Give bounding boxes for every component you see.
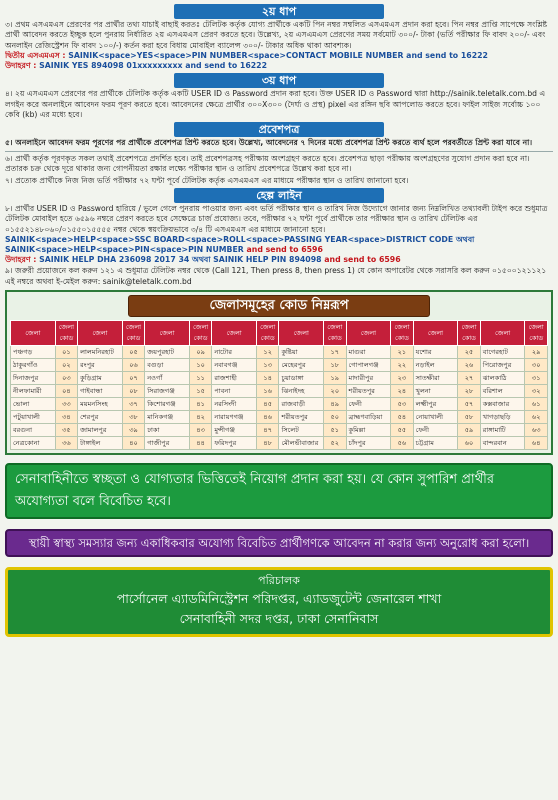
district-name: মেহেরপুর <box>279 359 324 372</box>
district-codes <box>5 290 553 455</box>
district-code: ০৫ <box>122 346 144 359</box>
district-name: কিশোরগঞ্জ <box>145 398 190 411</box>
helpline-header: হেল্প লাইন <box>174 188 384 203</box>
district-code: ৩৩ <box>55 398 77 411</box>
district-name: ফরিদপুর <box>212 437 257 450</box>
district-code: ০১ <box>55 346 77 359</box>
help-send-to: and send to 6596 <box>246 245 323 255</box>
help-example-text: SAINIK HELP DHA 236098 2017 34 অথবা SAINIK HELP PIN 894098 <box>36 255 325 265</box>
district-code: ৪১ <box>189 398 211 411</box>
paragraph-4: ৪। ২য় এসএমএস প্রেরণের পর প্রার্থীকে টেলিটক কর্তৃক একটি USER ID ও Password প্রদান করা হবে। উক্ত USER ID ও Password দ্বারা http://sainik.teletalk.com.bd এ লগইন করে অনলাইনে আবেদন ফরম পূরণ করতে হবে। আবেদনের ক্ষেত্রে প্রার্থীর ৩০০X৩০০ (দৈর্ঘ্য ও প্রস্থ) pixel এর রঙ্গিন ছবি আপলোড করতে হবে। ফাইল সাইজ সর্বোচ্চ ১০০ কেবি (kb) এর মধ্যে হবে। <box>5 89 546 120</box>
district-code: ১২ <box>256 346 278 359</box>
district-name: চুয়াডাঙ্গা <box>279 372 324 385</box>
district-name: বরগুনা <box>11 424 56 437</box>
district-code: ১৬ <box>256 385 278 398</box>
table-row <box>11 385 548 398</box>
district-code: ৩২ <box>525 385 548 398</box>
district-code: ০৪ <box>55 385 77 398</box>
col-header-code: জেলা কোড <box>525 321 548 346</box>
second-sms-example <box>5 61 553 71</box>
district-code: ৪৯ <box>324 398 346 411</box>
district-code: ২১ <box>391 346 413 359</box>
district-code: ০৬ <box>122 359 144 372</box>
district-code: ২২ <box>391 359 413 372</box>
district-code: ৬১ <box>525 398 548 411</box>
district-code: ২০ <box>324 385 346 398</box>
col-header-district: জেলা <box>480 321 525 346</box>
district-name: চাঁদপুর <box>346 437 391 450</box>
district-code: ২৫ <box>458 346 480 359</box>
district-name: রংপুর <box>78 359 123 372</box>
district-code: ০৩ <box>55 372 77 385</box>
district-name: শেরপুর <box>78 411 123 424</box>
district-name: নাটোর <box>212 346 257 359</box>
district-code: ৫২ <box>324 437 346 450</box>
district-code: ৩৫ <box>55 424 77 437</box>
district-name: জামালপুর <box>78 424 123 437</box>
district-code: ০৯ <box>189 346 211 359</box>
help-format-1: SAINIK<space>HELP<space>SSC BOARD<space>ROLL<space>PASSING YEAR<space>DISTRICT CODE অথবা <box>5 235 475 245</box>
col-header-district: জেলা <box>413 321 458 346</box>
district-name: কুমিল্লা <box>346 424 391 437</box>
district-code: ৪০ <box>122 437 144 450</box>
district-name: শরীয়তপুর <box>346 385 391 398</box>
district-code: ৪৩ <box>189 424 211 437</box>
district-name: যশোর <box>413 346 458 359</box>
col-header-district: জেলা <box>346 321 391 346</box>
second-sms-format <box>5 51 553 61</box>
district-code: ৫৯ <box>458 424 480 437</box>
district-name: কক্সবাজার <box>480 398 525 411</box>
district-code: ২৬ <box>458 359 480 372</box>
col-header-district: জেলা <box>11 321 56 346</box>
district-code: ৫০ <box>324 411 346 424</box>
district-name: গাজীপুর <box>145 437 190 450</box>
district-name: ফেনী <box>346 398 391 411</box>
help-example-label: উদাহরণ : <box>5 255 37 265</box>
district-name: সিরাজগঞ্জ <box>145 385 190 398</box>
table-row <box>11 437 548 450</box>
codes-title: জেলাসমূহের কোড নিম্নরূপ <box>128 295 430 317</box>
district-code: ১৪ <box>256 372 278 385</box>
district-name: রাঙ্গামাটি <box>480 424 525 437</box>
col-header-code: জেলা কোড <box>122 321 144 346</box>
paragraph-3: ৩। প্রথম এসএমএস প্রেরণের পর প্রার্থীর তথ্য যাচাই বাছাই করতঃ টেলিটক কর্তৃক যোগ্য প্রার্থীকে একটি পিন নম্বর সম্বলিত এসএমএস প্রদান করা হবে। পিন নম্বর প্রাপ্তি সাপেক্ষে সংশ্লিষ্ট প্রার্থী আবেদন করতে ইচ্ছুক হলে পুনরায় নির্ধারিত ২য় এসএমএস প্রেরণ করতে হবে। উল্লেখ্য, ২য় এসএমএস প্রেরণের সময় সর্বমোট ৩০০/- টাকা (ভর্তি পরীক্ষার ফি বাবদ ২০০/- এবং অনলাইন রেজিস্ট্রেশন ফি বাবদ ১০০/-) কর্তন করা হবে বিধায় মোবাইল ব্যালেন্স ৩০০/- টাকার অধিক থাকা আবশ্যক। <box>5 20 548 50</box>
paragraph-5: ৫। অনলাইনে আবেদন ফরম পূরণের পর প্রার্থীকে প্রবেশপত্র প্রিন্ট করতে হবে। উল্লেখ্য, আবেদনের ৭ দিনের মধ্যে প্রবেশপত্র প্রিন্ট করতে ব্যর্থ হলে পরবর্তীতে প্রিন্ট করা যাবে না। <box>5 138 533 148</box>
district-name: ঝিনাইদহ <box>279 385 324 398</box>
district-code: ২৭ <box>458 372 480 385</box>
transparency-notice: সেনাবাহিনীতে স্বচ্ছতা ও যোগ্যতার ভিত্তিতেই নিয়োগ প্রদান করা হয়। যে কোন সুপারিশ প্রার্থীর অযোগ্যতা বলে বিবেচিত হবে। <box>5 463 553 519</box>
district-name: রাজশাহী <box>212 372 257 385</box>
district-name: ময়মনসিংহ <box>78 398 123 411</box>
district-name: নড়াইল <box>413 359 458 372</box>
district-name: লালমনিরহাট <box>78 346 123 359</box>
district-name: পিরোজপুর <box>480 359 525 372</box>
col-header-code: জেলা কোড <box>189 321 211 346</box>
director-line-2: সেনাবাহিনী সদর দপ্তর, ঢাকা সেনানিবাস <box>179 611 379 627</box>
district-name: ঝালকাঠি <box>480 372 525 385</box>
district-name: পটুয়াখালী <box>11 411 56 424</box>
help-format-2-text: SAINIK<space>HELP<space>PIN<space>PIN NUMBER <box>5 245 247 255</box>
help-example-send: and send to 6596 <box>324 255 401 265</box>
district-code: ৬০ <box>458 437 480 450</box>
district-code: ৩১ <box>525 372 548 385</box>
divider <box>5 151 553 152</box>
table-header-row <box>11 321 548 346</box>
district-name: মুন্সীগঞ্জ <box>212 424 257 437</box>
district-name: ঢাকা <box>145 424 190 437</box>
table-row <box>11 346 548 359</box>
district-code: ০৭ <box>122 372 144 385</box>
second-sms-label: দ্বিতীয় এসএমএস : <box>5 51 66 61</box>
district-name: জয়পুরহাট <box>145 346 190 359</box>
district-code: ১৩ <box>256 359 278 372</box>
director-box <box>5 567 553 637</box>
district-name: নোয়াখালী <box>413 411 458 424</box>
col-header-code: জেলা কোড <box>324 321 346 346</box>
district-name: লক্ষ্মীপুর <box>413 398 458 411</box>
district-code: ৪৫ <box>256 398 278 411</box>
district-code: ৬৪ <box>525 437 548 450</box>
district-name: মাদারীপুর <box>346 372 391 385</box>
district-code: ২৪ <box>391 385 413 398</box>
district-name: শরীয়তপুর <box>279 411 324 424</box>
help-example <box>5 255 553 265</box>
director-title: পরিচালক <box>258 574 300 588</box>
district-code: ৫১ <box>324 424 346 437</box>
paragraph-9: ৯। জরুরী প্রয়োজনে কল করুন ১২১ এ শুধুমাত্র টেলিটক নম্বর থেকে (Call 121, Then press 8, then press 1) যে কোন অপারেটর থেকে সরাসরি কল করুন ০১৫০০১২১১২১ এই নম্বরে অথবা ই-মেইল করুন: sainik@teletalk.com.bd <box>5 266 547 286</box>
district-code: ৩৮ <box>122 411 144 424</box>
district-name: কুষ্টিয়া <box>279 346 324 359</box>
district-name: নারায়ণগঞ্জ <box>212 411 257 424</box>
district-code: ১৮ <box>324 359 346 372</box>
district-code: ৫৮ <box>458 411 480 424</box>
district-name: ব্রাহ্মণবাড়িয়া <box>346 411 391 424</box>
district-code: ৩৭ <box>122 398 144 411</box>
district-name: ঠাকুরগাঁও <box>11 359 56 372</box>
paragraph-7: ৭। প্রত্যেক প্রার্থীকে নিজ নিজ ভর্তি পরীক্ষার ৭২ ঘন্টা পূর্বে টেলিটক কর্তৃক এসএমএস এর মাধ্যমে পরীক্ষার স্থান ও তারিখ জানানো হবে। <box>5 175 409 185</box>
example-text: SAINIK YES 894098 01xxxxxxxxx and send to 16222 <box>39 61 268 71</box>
district-code: ৪৪ <box>189 437 211 450</box>
district-name: গাইবান্ধা <box>78 385 123 398</box>
district-name: গোপালগঞ্জ <box>346 359 391 372</box>
district-code: ১৯ <box>324 372 346 385</box>
help-format-2 <box>5 245 553 255</box>
district-code-table <box>10 320 548 450</box>
health-notice: স্থায়ী স্বাস্থ্য সমস্যার জন্য একাধিকবার অযোগ্য বিবেচিত প্রার্থীগণকে আবেদন না করার জন্য অনুরোধ করা হলো। <box>5 529 553 557</box>
district-name: ভোলা <box>11 398 56 411</box>
district-code: ৪২ <box>189 411 211 424</box>
table-row <box>11 411 548 424</box>
table-body <box>11 346 548 450</box>
table-row <box>11 372 548 385</box>
district-name: বগুড়া <box>145 359 190 372</box>
district-name: খাগড়াছড়ি <box>480 411 525 424</box>
district-code: ৫৬ <box>391 437 413 450</box>
district-code: ১৭ <box>324 346 346 359</box>
district-code: ১১ <box>189 372 211 385</box>
district-code: ০২ <box>55 359 77 372</box>
district-name: পাবনা <box>212 385 257 398</box>
district-name: চট্টগ্রাম <box>413 437 458 450</box>
district-name: বাগেরহাট <box>480 346 525 359</box>
table-row <box>11 424 548 437</box>
district-name: টাঙ্গাইল <box>78 437 123 450</box>
admit-header: প্রবেশপত্র <box>174 122 384 137</box>
district-code: ১৫ <box>189 385 211 398</box>
district-name: ফেনী <box>413 424 458 437</box>
district-name: কুড়িগ্রাম <box>78 372 123 385</box>
district-code: ৬৩ <box>525 424 548 437</box>
example-label: উদাহরণ : <box>5 61 37 71</box>
district-name: মানিকগঞ্জ <box>145 411 190 424</box>
district-name: পঞ্চগড় <box>11 346 56 359</box>
district-name: নরসিংদী <box>212 398 257 411</box>
col-header-code: জেলা কোড <box>458 321 480 346</box>
district-code: ২৯ <box>525 346 548 359</box>
district-code: ৪৮ <box>256 437 278 450</box>
district-code: ৪৭ <box>256 424 278 437</box>
col-header-code: জেলা কোড <box>256 321 278 346</box>
paragraph-6: ৬। প্রার্থী কর্তৃক পূরণকৃত সকল তথ্যই প্রবেশপত্রে প্রদর্শিত হবে। তাই প্রবেশপত্রসহ পরীক্ষায় অংশগ্রহণ করতে হবে। প্রবেশপত্র ছাড়া পরীক্ষায় অংশগ্রহণের সুযোগ প্রদান করা হবে না। প্রতারক চক্র থেকে দূরে থাকার জন্য গোপনীয়তা রক্ষার লক্ষ্যে পরীক্ষার স্থান ও তারিখ প্রবেশপত্রে উল্লেখ করা হবে না। <box>5 153 530 174</box>
district-name: বরিশাল <box>480 385 525 398</box>
col-header-district: জেলা <box>78 321 123 346</box>
district-code: ৫৭ <box>458 398 480 411</box>
district-name: নওগাঁ <box>145 372 190 385</box>
district-name: দিনাজপুর <box>11 372 56 385</box>
table-row <box>11 398 548 411</box>
district-code: ৩৯ <box>122 424 144 437</box>
col-header-district: জেলা <box>279 321 324 346</box>
district-name: খুলনা <box>413 385 458 398</box>
district-name: নেত্রকোনা <box>11 437 56 450</box>
second-sms-text: SAINIK<space>YES<space>PIN NUMBER<space>CONTACT MOBILE NUMBER and send to 16222 <box>68 51 488 61</box>
district-code: ৬২ <box>525 411 548 424</box>
district-code: ৫৫ <box>391 424 413 437</box>
district-name: বান্দরবান <box>480 437 525 450</box>
col-header-district: জেলা <box>145 321 190 346</box>
table-row <box>11 359 548 372</box>
col-header-district: জেলা <box>212 321 257 346</box>
district-name: নীলফামারী <box>11 385 56 398</box>
district-name: রাজবাড়ী <box>279 398 324 411</box>
district-code: ৩৪ <box>55 411 77 424</box>
district-code: ৪৬ <box>256 411 278 424</box>
district-name: মাগুরা <box>346 346 391 359</box>
district-name: নবাবগঞ্জ <box>212 359 257 372</box>
district-code: ৩৬ <box>55 437 77 450</box>
district-code: ২৮ <box>458 385 480 398</box>
district-name: সাতক্ষীরা <box>413 372 458 385</box>
paragraph-8: ৮। প্রার্থীর USER ID ও Password হারিয়ে / ভুলে গেলে পুনরায় পাওয়ার জন্য এবং ভর্তি পরীক্ষার স্থান ও তারিখ নিজ উদ্যোগে জানার জন্য নিম্নলিখিত তথ্যাবলী টাইপ করে শুধুমাত্র টেলিটক মোবাইল হতে ৬৫৯৬ নম্বরে প্রেরণ করতে হবে সেক্ষেত্রে চার্জ প্রযোজ্য। তবে, পরীক্ষার ৭২ ঘন্টা পূর্বে প্রার্থীকে তার পরীক্ষার স্থান ও তারিখ টেলিটক এর ০১৫৫২১৪৮০৬০/০১৫৫০১৫৫৫৫ নম্বর থেকে স্বয়ংক্রিয়ভাবে ৩/৪ টি এসএমএস এর মাধ্যমে জানানো হবে। <box>5 204 548 234</box>
step3-header: ৩য় ধাপ <box>174 73 384 88</box>
district-name: সিলেট <box>279 424 324 437</box>
district-code: ০৮ <box>122 385 144 398</box>
district-code: ৫৪ <box>391 411 413 424</box>
col-header-code: জেলা কোড <box>55 321 77 346</box>
district-code: ৫৩ <box>391 398 413 411</box>
district-code: ১০ <box>189 359 211 372</box>
district-name: মৌলভীবাজার <box>279 437 324 450</box>
step2-header: ২য় ধাপ <box>174 4 384 19</box>
district-code: ৩০ <box>525 359 548 372</box>
col-header-code: জেলা কোড <box>391 321 413 346</box>
district-code: ২৩ <box>391 372 413 385</box>
director-line-1: পার্সোনেল এ্যাডমিনিস্ট্রেশন পরিদপ্তর, এ্যাডজুটেন্ট জেনারেল শাখা <box>116 591 442 607</box>
